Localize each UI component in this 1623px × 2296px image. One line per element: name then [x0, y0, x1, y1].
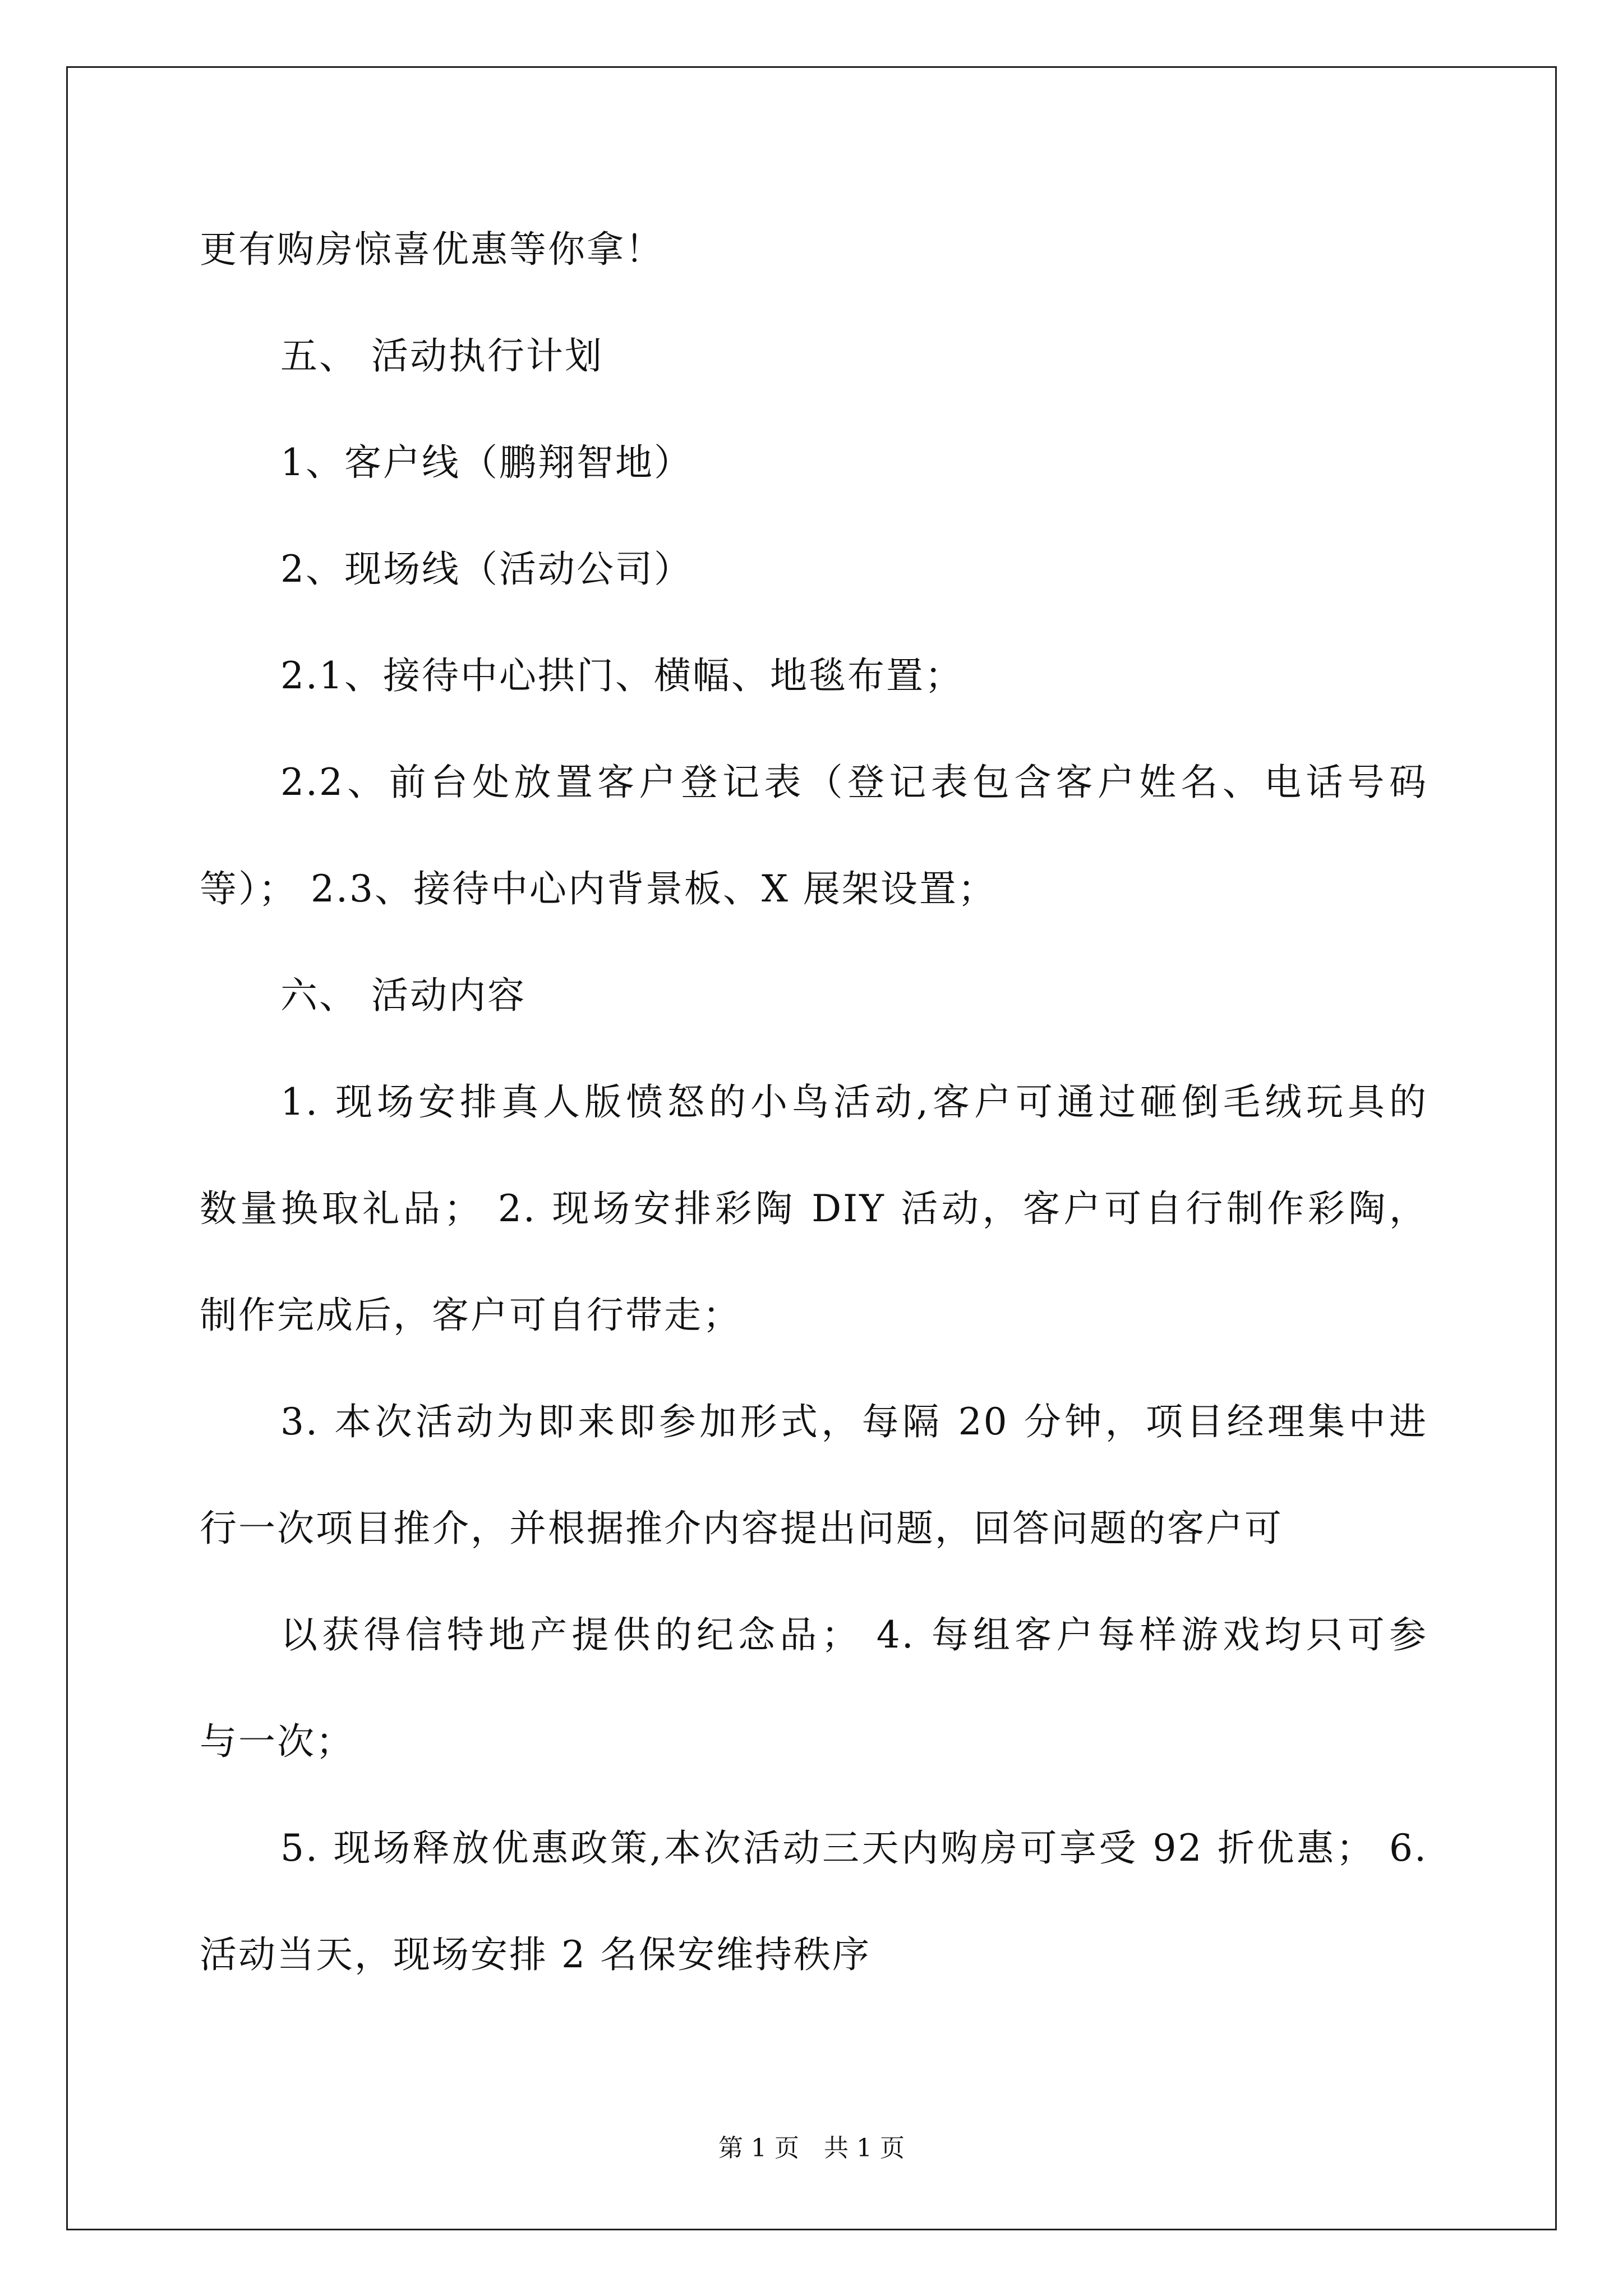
body-line-1: 更有购房惊喜优惠等你拿！	[200, 228, 664, 271]
body-line-17: 活动当天，现场安排 2 名保安维持秩序	[200, 1933, 871, 1976]
section-heading-six: 六、 活动内容	[280, 974, 526, 1017]
page-border	[66, 66, 1557, 2230]
body-line-3: 1、客户线（鹏翔智地）	[280, 441, 693, 484]
body-line-9: 1. 现场安排真人版愤怒的小鸟活动,客户可通过砸倒毛绒玩具的	[280, 1080, 1428, 1124]
page-number-footer: 第 1 页 共 1 页	[718, 2134, 905, 2162]
body-line-4: 2、现场线（活动公司）	[280, 547, 693, 591]
body-line-15: 与一次；	[200, 1720, 354, 1763]
body-line-5: 2.1、接待中心拱门、横幅、地毯布置；	[280, 654, 963, 697]
body-line-11: 制作完成后，客户可自行带走；	[200, 1294, 741, 1337]
body-line-6: 2.2、前台处放置客户登记表（登记表包含客户姓名、电话号码	[280, 761, 1428, 804]
body-line-10: 数量换取礼品； 2. 现场安排彩陶 DIY 活动，客户可自行制作彩陶，	[200, 1187, 1428, 1230]
body-line-14: 以获得信特地产提供的纪念品； 4. 每组客户每样游戏均只可参	[280, 1613, 1428, 1657]
body-line-7: 等）； 2.3、接待中心内背景板、X 展架设置；	[200, 867, 997, 910]
body-line-12: 3. 本次活动为即来即参加形式，每隔 20 分钟，项目经理集中进	[280, 1400, 1428, 1443]
body-line-13: 行一次项目推介，并根据推介内容提出问题，回答问题的客户可	[200, 1507, 1283, 1550]
section-heading-five: 五、 活动执行计划	[280, 334, 603, 378]
body-line-16: 5. 现场释放优惠政策,本次活动三天内购房可享受 92 折优惠； 6.	[280, 1826, 1428, 1870]
